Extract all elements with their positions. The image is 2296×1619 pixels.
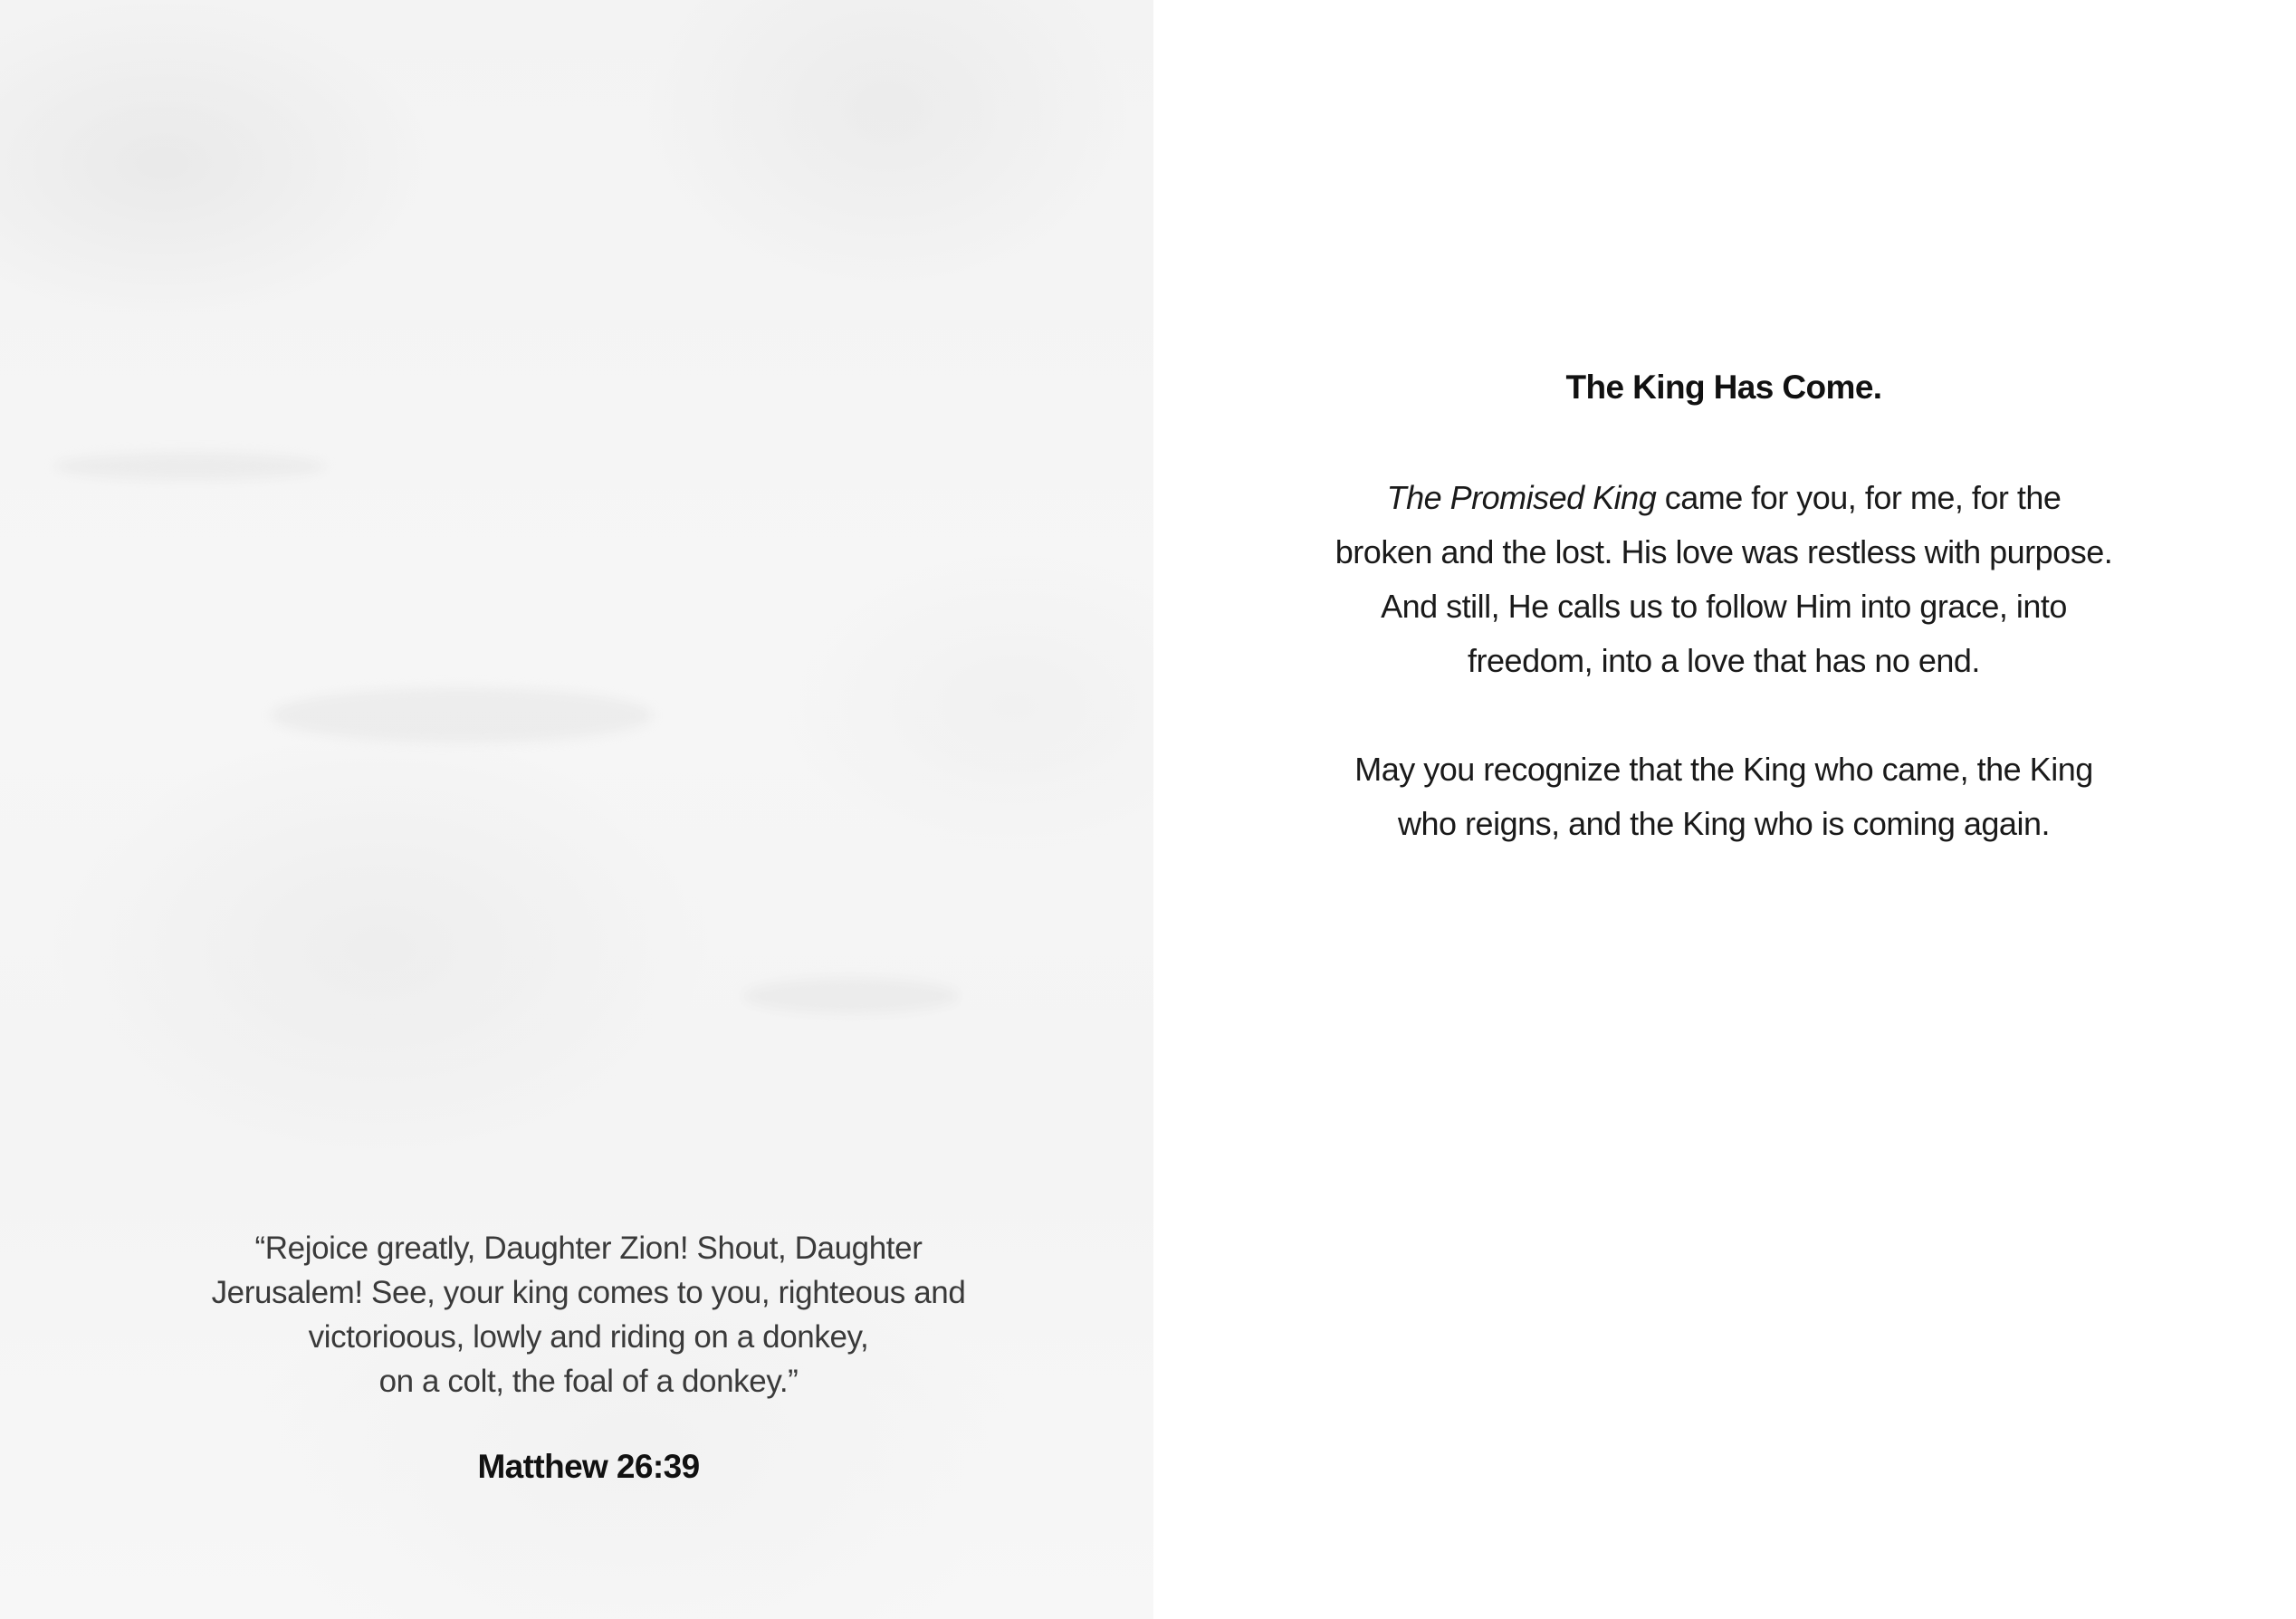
page-title: The King Has Come. (1565, 369, 1882, 406)
texture-streak (742, 978, 960, 1014)
verse-line: on a colt, the foal of a donkey.” (378, 1364, 799, 1399)
devotional-text (1235, 364, 2213, 851)
texture-streak (54, 453, 326, 480)
verse-line: victorioous, lowly and riding on a donkey, (308, 1319, 869, 1355)
paragraph-line: broken and the lost. His love was restless with purpose. (1335, 533, 2113, 570)
texture-streak (272, 688, 652, 742)
paragraph-2 (1235, 742, 2213, 851)
verse-line: Jerusalem! See, your king comes to you, righteous and (211, 1275, 966, 1310)
right-page (1153, 0, 2296, 1619)
paragraph-line: And still, He calls us to follow Him into grace, into (1381, 588, 2067, 625)
scripture-quote (181, 1226, 996, 1489)
verse-line: “Rejoice greatly, Daughter Zion! Shout, Daughter (254, 1231, 923, 1266)
scripture-reference: Matthew 26:39 (477, 1448, 700, 1485)
italic-title: The Promised King (1386, 479, 1657, 516)
paragraph-line: May you recognize that the King who came, the King (1354, 751, 2093, 788)
paragraph-line: who reigns, and the King who is coming again. (1398, 805, 2050, 842)
paragraph-1 (1235, 471, 2213, 688)
paragraph-line (1235, 471, 2213, 525)
paragraph-line: freedom, into a love that has no end. (1468, 642, 1980, 679)
line-text: came for you, for me, for the (1656, 479, 2062, 516)
